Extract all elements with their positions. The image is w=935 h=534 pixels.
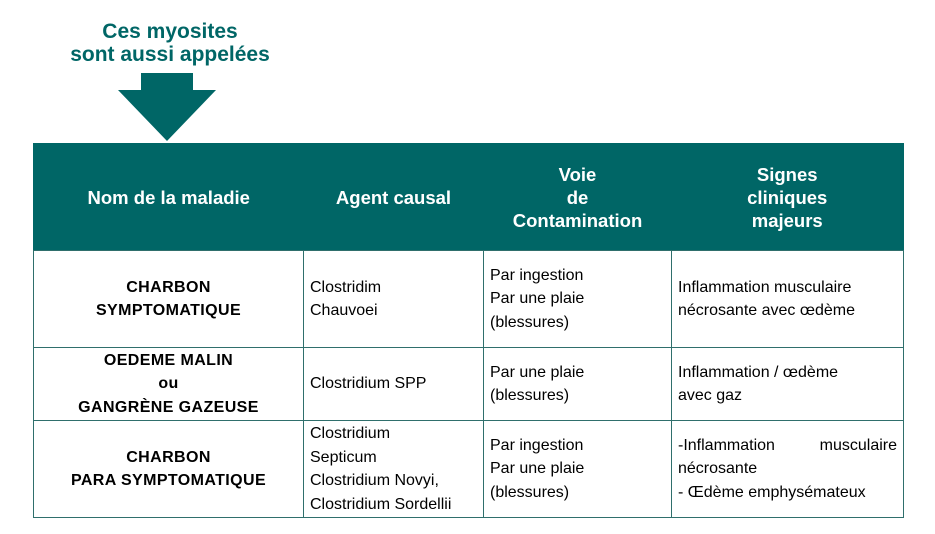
cell-text-line: Chauvoei (310, 302, 378, 319)
cell-text-line: Septicum (310, 448, 377, 466)
cell-text-line: Clostridium (310, 425, 391, 442)
cell-text-line: Clostridim (310, 278, 382, 296)
table-row (34, 251, 904, 348)
header-text-line: Agent causal (335, 186, 452, 208)
table-row (34, 348, 904, 421)
cell-text-line: (blessures) (490, 483, 570, 501)
cell-text-line: (blessures) (490, 387, 570, 404)
causal-agent-cell (304, 421, 484, 518)
header-text-line: Voie (558, 163, 597, 185)
callout-title (30, 20, 310, 66)
clinical-signs-cell (672, 251, 904, 348)
cell-text-line: nécrosante avec œdème (678, 302, 855, 319)
arrow-down-shape (118, 73, 216, 141)
header-nom-maladie (34, 144, 304, 251)
cell-text-line: PARA SYMPTOMATIQUE (70, 472, 267, 489)
cell-text-line: Clostridium SPP (310, 375, 427, 393)
cell-text-line: Par une plaie (490, 460, 585, 478)
contamination-route-cell (484, 421, 672, 518)
cell-text-line: Par une plaie (490, 290, 585, 308)
causal-agent-cell (304, 251, 484, 348)
header-text-line: Contamination (512, 209, 643, 231)
cell-text-line: -Inflammation musculaire nécrosante (678, 436, 897, 478)
table-body (34, 251, 904, 518)
cell-text-line: OEDEME MALIN (103, 351, 234, 369)
cell-text-line: Clostridium Sordellii (310, 495, 452, 513)
contamination-route-cell (484, 348, 672, 421)
callout-line-2: sont aussi appelées (70, 43, 270, 66)
clinical-signs-cell (672, 348, 904, 421)
cell-text-line: CHARBON (126, 448, 211, 466)
cell-text-line: CHARBON (126, 278, 211, 296)
cell-text-line: avec gaz (678, 387, 743, 404)
cell-text-line: Clostridium Novyi, (310, 472, 439, 489)
header-text-line: Nom de la maladie (87, 186, 250, 208)
header-voie-contamination (484, 144, 672, 251)
cell-text-line: Inflammation musculaire (678, 278, 852, 296)
cell-text-line: SYMPTOMATIQUE (95, 302, 242, 319)
header-agent-causal (304, 144, 484, 251)
cell-text-line: ou (158, 375, 179, 393)
cell-text-line: Par une plaie (490, 363, 585, 381)
table-header-row (34, 144, 904, 251)
contamination-route-cell (484, 251, 672, 348)
cell-text-line: - Œdème emphysémateux (678, 483, 866, 501)
table-row (34, 421, 904, 518)
disease-name-cell (34, 251, 304, 348)
myositis-table (33, 143, 904, 518)
cell-text-line: Par ingestion (490, 436, 584, 454)
cell-text-line: GANGRÈNE GAZEUSE (78, 398, 259, 416)
causal-agent-cell (304, 348, 484, 421)
header-text-line: de (566, 186, 589, 208)
header-text-line: majeurs (751, 209, 823, 231)
disease-name-cell (34, 421, 304, 518)
header-text-line: Signes (756, 163, 818, 185)
cell-text-line: Inflammation / œdème (678, 363, 839, 381)
header-text-line: cliniques (747, 186, 828, 208)
cell-text-line: Par ingestion (490, 266, 584, 284)
disease-name-cell (34, 348, 304, 421)
callout-line-1: Ces myosites (102, 20, 238, 43)
cell-text-line: (blessures) (490, 313, 570, 331)
arrow-down-icon (118, 73, 216, 143)
clinical-signs-cell (672, 421, 904, 518)
header-signes-cliniques (672, 144, 904, 251)
